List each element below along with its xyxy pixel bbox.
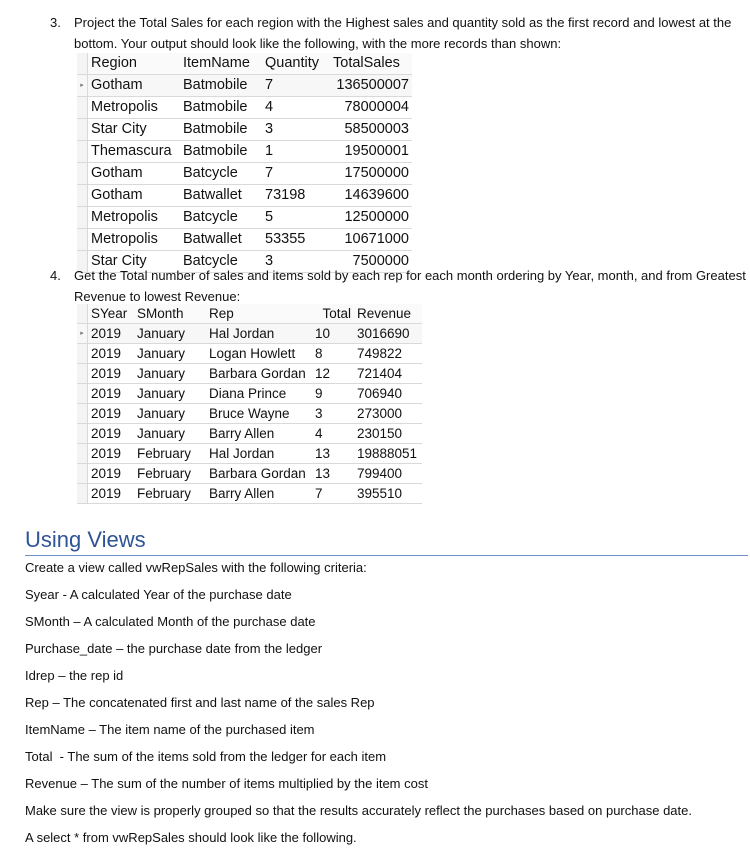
cell-itemname: Batcycle <box>180 207 262 229</box>
table-row <box>77 163 412 185</box>
row-selector-icon: ▸ <box>77 75 88 97</box>
column-header-smonth: SMonth <box>134 304 206 324</box>
cell-region: Gotham <box>88 185 181 207</box>
cell-region: Metropolis <box>88 97 181 119</box>
question-4-line-2: Revenue to lowest Revenue: <box>74 289 241 304</box>
table-row <box>77 141 412 163</box>
criteria-line: Purchase_date – the purchase date from the ledger <box>25 641 323 656</box>
row-selector-icon <box>77 484 88 504</box>
cell-quantity: 5 <box>262 207 330 229</box>
cell-itemname: Batmobile <box>180 75 262 97</box>
cell-itemname: Batcycle <box>180 163 262 185</box>
table-row <box>77 364 422 384</box>
table-row <box>77 464 422 484</box>
cell-itemname: Batmobile <box>180 141 262 163</box>
cell-rep: Hal Jordan <box>206 324 312 344</box>
cell-revenue: 230150 <box>354 424 422 444</box>
row-selector-icon <box>77 207 88 229</box>
cell-totalsales: 12500000 <box>330 207 412 229</box>
table-header-row <box>77 304 422 324</box>
table-row <box>77 119 412 141</box>
cell-region: Themascura <box>88 141 181 163</box>
table-row <box>77 344 422 364</box>
cell-smonth: January <box>134 324 206 344</box>
cell-smonth: February <box>134 444 206 464</box>
question-4 <box>50 265 750 307</box>
cell-smonth: January <box>134 404 206 424</box>
criteria-line: Rep – The concatenated first and last name of the sales Rep <box>25 695 375 710</box>
column-header-region: Region <box>88 53 181 75</box>
column-header-totalsales: TotalSales <box>330 53 412 75</box>
column-header-rep: Rep <box>206 304 312 324</box>
row-selector-icon <box>77 97 88 119</box>
row-selector-icon <box>77 163 88 185</box>
cell-syear: 2019 <box>88 464 135 484</box>
cell-smonth: January <box>134 344 206 364</box>
cell-smonth: January <box>134 424 206 444</box>
cell-revenue: 273000 <box>354 404 422 424</box>
cell-totalsales: 19500001 <box>330 141 412 163</box>
cell-quantity: 3 <box>262 251 330 273</box>
row-selector-icon <box>77 444 88 464</box>
row-selector-icon <box>77 185 88 207</box>
column-header-revenue: Revenue <box>354 304 422 324</box>
cell-revenue: 721404 <box>354 364 422 384</box>
cell-syear: 2019 <box>88 324 135 344</box>
cell-quantity: 7 <box>262 163 330 185</box>
table-row <box>77 424 422 444</box>
row-selector-header <box>77 304 88 324</box>
criteria-line: Create a view called vwRepSales with the following criteria: <box>25 560 367 575</box>
cell-rep: Barbara Gordan <box>206 364 312 384</box>
rep-monthly-sales-table <box>77 304 422 504</box>
table-row <box>77 384 422 404</box>
criteria-line: A select * from vwRepSales should look like the following. <box>25 830 357 845</box>
cell-revenue: 799400 <box>354 464 422 484</box>
cell-totalsales: 7500000 <box>330 251 412 273</box>
cell-region: Gotham <box>88 75 181 97</box>
cell-syear: 2019 <box>88 484 135 504</box>
cell-totalsales: 10671000 <box>330 229 412 251</box>
cell-totalsales: 14639600 <box>330 185 412 207</box>
cell-region: Star City <box>88 119 181 141</box>
row-selector-icon <box>77 229 88 251</box>
row-selector-icon <box>77 141 88 163</box>
cell-rep: Logan Howlett <box>206 344 312 364</box>
row-selector-icon <box>77 119 88 141</box>
criteria-line: Make sure the view is properly grouped so that the results accurately reflect the purchases based on purchase date. <box>25 803 692 818</box>
table-row <box>77 185 412 207</box>
cell-total: 13 <box>312 444 354 464</box>
row-selector-icon <box>77 404 88 424</box>
cell-quantity: 7 <box>262 75 330 97</box>
cell-syear: 2019 <box>88 444 135 464</box>
criteria-line: Revenue – The sum of the number of items multiplied by the item cost <box>25 776 428 791</box>
cell-syear: 2019 <box>88 364 135 384</box>
cell-itemname: Batcycle <box>180 251 262 273</box>
cell-totalsales: 136500007 <box>330 75 412 97</box>
question-3 <box>50 12 750 54</box>
section-heading: Using Views <box>25 526 748 556</box>
cell-region: Star City <box>88 251 181 273</box>
cell-itemname: Batmobile <box>180 119 262 141</box>
cell-revenue: 706940 <box>354 384 422 404</box>
cell-region: Metropolis <box>88 207 181 229</box>
cell-syear: 2019 <box>88 424 135 444</box>
table-row <box>77 75 412 97</box>
cell-revenue: 3016690 <box>354 324 422 344</box>
cell-rep: Barry Allen <box>206 484 312 504</box>
cell-revenue: 19888051 <box>354 444 422 464</box>
cell-quantity: 53355 <box>262 229 330 251</box>
cell-itemname: Batwallet <box>180 229 262 251</box>
cell-totalsales: 17500000 <box>330 163 412 185</box>
question-3-number: 3. <box>50 15 61 30</box>
table-row <box>77 97 412 119</box>
table-header-row <box>77 53 412 75</box>
question-4-number: 4. <box>50 268 61 283</box>
column-header-itemname: ItemName <box>180 53 262 75</box>
cell-total: 9 <box>312 384 354 404</box>
row-selector-icon: ▸ <box>77 324 88 344</box>
cell-totalsales: 78000004 <box>330 97 412 119</box>
cell-smonth: February <box>134 464 206 484</box>
cell-itemname: Batwallet <box>180 185 262 207</box>
cell-smonth: January <box>134 364 206 384</box>
cell-syear: 2019 <box>88 384 135 404</box>
criteria-line: Total - The sum of the items sold from the ledger for each item <box>25 749 387 764</box>
cell-quantity: 1 <box>262 141 330 163</box>
criteria-line: SMonth – A calculated Month of the purchase date <box>25 614 316 629</box>
row-selector-icon <box>77 344 88 364</box>
column-header-total: Total <box>312 304 354 324</box>
cell-region: Metropolis <box>88 229 181 251</box>
row-selector-icon <box>77 364 88 384</box>
cell-smonth: January <box>134 384 206 404</box>
cell-rep: Barry Allen <box>206 424 312 444</box>
cell-total: 12 <box>312 364 354 384</box>
cell-syear: 2019 <box>88 344 135 364</box>
cell-itemname: Batmobile <box>180 97 262 119</box>
cell-revenue: 749822 <box>354 344 422 364</box>
table-row <box>77 324 422 344</box>
cell-total: 8 <box>312 344 354 364</box>
criteria-line: Idrep – the rep id <box>25 668 124 683</box>
cell-rep: Hal Jordan <box>206 444 312 464</box>
criteria-line: ItemName – The item name of the purchased item <box>25 722 315 737</box>
row-selector-icon <box>77 464 88 484</box>
table-row <box>77 444 422 464</box>
cell-total: 4 <box>312 424 354 444</box>
cell-quantity: 3 <box>262 119 330 141</box>
question-3-line-2: bottom. Your output should look like the following, with the more records than shown: <box>74 36 562 51</box>
criteria-line: Syear - A calculated Year of the purchase date <box>25 587 292 602</box>
cell-region: Gotham <box>88 163 181 185</box>
row-selector-icon <box>77 424 88 444</box>
column-header-syear: SYear <box>88 304 135 324</box>
region-sales-table <box>77 53 412 273</box>
cell-syear: 2019 <box>88 404 135 424</box>
cell-total: 13 <box>312 464 354 484</box>
question-4-line-1: Get the Total number of sales and items sold by each rep for each month ordering by Year, month, and from Greatest <box>74 268 746 283</box>
table-row <box>77 484 422 504</box>
question-3-line-1: Project the Total Sales for each region with the Highest sales and quantity sold as the first record and lowest at the <box>74 15 732 30</box>
row-selector-icon <box>77 384 88 404</box>
row-selector-header <box>77 53 88 75</box>
cell-rep: Diana Prince <box>206 384 312 404</box>
cell-revenue: 395510 <box>354 484 422 504</box>
cell-total: 10 <box>312 324 354 344</box>
cell-quantity: 73198 <box>262 185 330 207</box>
cell-smonth: February <box>134 484 206 504</box>
table-row <box>77 207 412 229</box>
cell-total: 3 <box>312 404 354 424</box>
cell-quantity: 4 <box>262 97 330 119</box>
table-row <box>77 404 422 424</box>
column-header-quantity: Quantity <box>262 53 330 75</box>
cell-rep: Barbara Gordan <box>206 464 312 484</box>
cell-total: 7 <box>312 484 354 504</box>
table-row <box>77 229 412 251</box>
cell-totalsales: 58500003 <box>330 119 412 141</box>
cell-rep: Bruce Wayne <box>206 404 312 424</box>
